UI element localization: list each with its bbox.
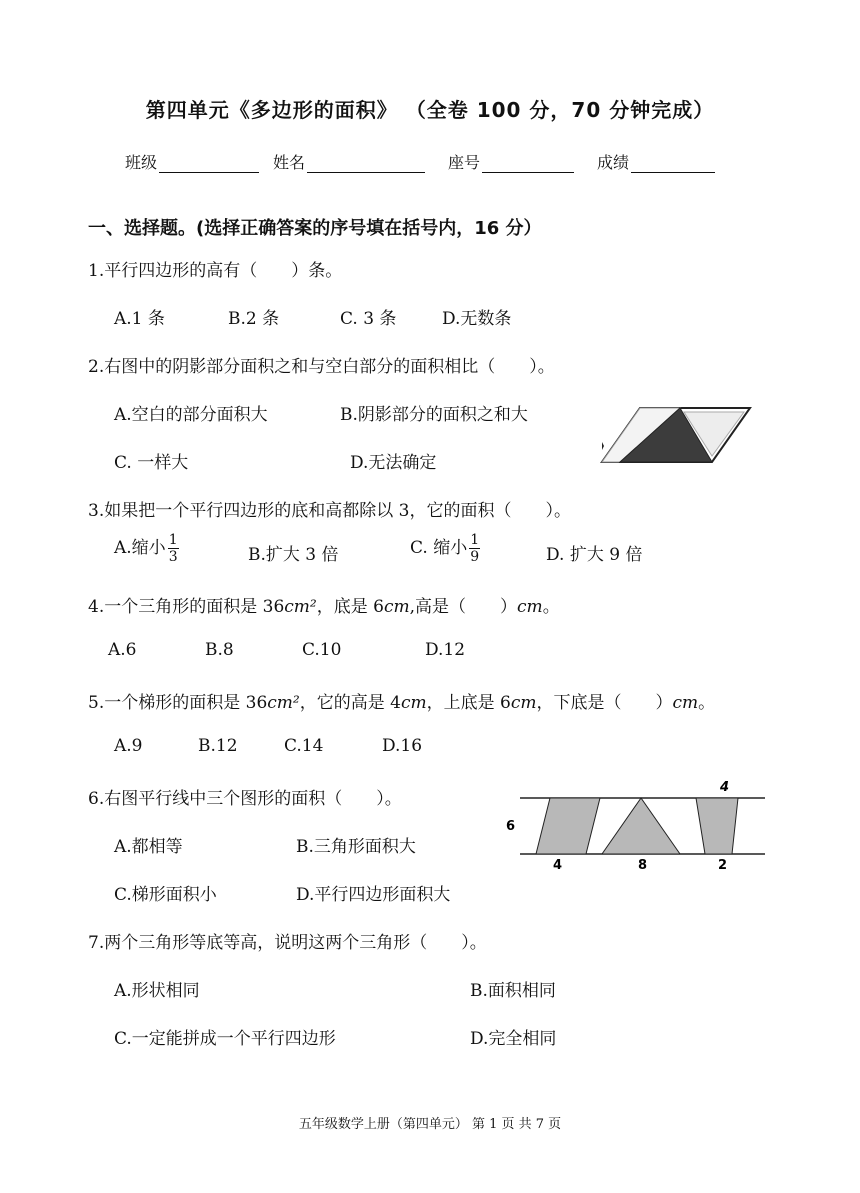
trapezoid-top-label: 4 bbox=[720, 780, 730, 795]
q4-option-c[interactable]: C.10 bbox=[302, 640, 342, 660]
unit-area: cm² bbox=[284, 597, 317, 617]
name-field bbox=[273, 150, 425, 173]
height-label: 6 bbox=[506, 819, 516, 834]
q5-option-c[interactable]: C.14 bbox=[284, 736, 324, 756]
q1-option-a[interactable]: A.1 条 bbox=[114, 309, 165, 329]
q6-option-a[interactable]: A.都相等 bbox=[114, 837, 183, 857]
seat-blank[interactable] bbox=[482, 154, 574, 173]
q5-text-2: ，它的高是 4 bbox=[299, 693, 401, 713]
question-4-stem bbox=[88, 592, 560, 617]
page-title: 第四单元《多边形的面积》 （全卷 100 分，70 分钟完成） bbox=[145, 98, 715, 122]
question-5-stem bbox=[88, 688, 715, 713]
unit-area: cm² bbox=[267, 693, 300, 713]
name-blank[interactable] bbox=[307, 154, 425, 173]
triangle-base-label: 8 bbox=[638, 858, 648, 873]
score-label: 成绩 bbox=[597, 153, 630, 172]
fraction-one-ninth bbox=[469, 532, 480, 565]
parallelogram-shape bbox=[536, 798, 600, 854]
unit-length: cm bbox=[672, 693, 699, 713]
mark-arrow bbox=[602, 442, 604, 450]
q6-option-d[interactable]: D.平行四边形面积大 bbox=[296, 885, 451, 905]
q3-option-c[interactable] bbox=[410, 532, 482, 565]
q1-option-d[interactable]: D.无数条 bbox=[442, 309, 512, 329]
q4-text-2: ，底是 6 bbox=[316, 597, 384, 617]
question-6-stem: 6.右图平行线中三个图形的面积（ ）。 bbox=[88, 789, 402, 809]
unit-length: cm bbox=[517, 597, 543, 617]
q1-option-b[interactable]: B.2 条 bbox=[228, 309, 280, 329]
q7-option-d[interactable]: D.完全相同 bbox=[470, 1029, 557, 1049]
unit-length: cm bbox=[400, 693, 427, 713]
q2-option-c[interactable]: C. 一样大 bbox=[114, 453, 189, 473]
fraction-one-third bbox=[168, 532, 179, 565]
parallel-lines-figure bbox=[500, 776, 775, 876]
q7-option-a[interactable]: A.形状相同 bbox=[114, 981, 200, 1001]
q4-text-1: 4.一个三角形的面积是 36 bbox=[88, 597, 285, 617]
q5-text-4: ，下底是（ ） bbox=[536, 693, 673, 713]
q1-option-c[interactable]: C. 3 条 bbox=[340, 309, 397, 329]
q4-text-4: 。 bbox=[542, 597, 560, 617]
q5-option-b[interactable]: B.12 bbox=[198, 736, 238, 756]
parallelogram-base-label: 4 bbox=[553, 858, 563, 873]
frac-denominator: 3 bbox=[168, 549, 178, 565]
class-blank[interactable] bbox=[159, 154, 259, 173]
score-blank[interactable] bbox=[631, 154, 715, 173]
q5-text-1: 5.一个梯形的面积是 36 bbox=[88, 693, 268, 713]
q5-option-a[interactable]: A.9 bbox=[114, 736, 143, 756]
question-2-stem: 2.右图中的阴影部分面积之和与空白部分的面积相比（ ）。 bbox=[88, 357, 555, 377]
q2-option-a[interactable]: A.空白的部分面积大 bbox=[114, 405, 268, 425]
q3-option-c-text: C. 缩小 bbox=[410, 538, 468, 558]
q2-option-b[interactable]: B.阴影部分的面积之和大 bbox=[340, 405, 528, 425]
q7-option-c[interactable]: C.一定能拼成一个平行四边形 bbox=[114, 1029, 336, 1049]
name-label: 姓名 bbox=[273, 153, 306, 172]
question-3-stem: 3.如果把一个平行四边形的底和高都除以 3，它的面积（ ）。 bbox=[88, 501, 571, 521]
q6-option-c[interactable]: C.梯形面积小 bbox=[114, 885, 217, 905]
q4-option-d[interactable]: D.12 bbox=[425, 640, 466, 660]
question-1-stem: 1.平行四边形的高有（ ）条。 bbox=[88, 261, 343, 281]
q3-option-d[interactable]: D. 扩大 9 倍 bbox=[546, 545, 643, 565]
class-field bbox=[125, 150, 259, 173]
frac-denominator: 9 bbox=[470, 549, 480, 565]
q7-option-b[interactable]: B.面积相同 bbox=[470, 981, 556, 1001]
q5-text-3: ，上底是 6 bbox=[426, 693, 511, 713]
seat-label: 座号 bbox=[448, 153, 481, 172]
class-label: 班级 bbox=[125, 153, 158, 172]
seat-field bbox=[448, 150, 574, 173]
q2-option-d[interactable]: D.无法确定 bbox=[350, 453, 437, 473]
q4-text-3: ,高是（ ） bbox=[409, 597, 518, 617]
question-7-stem: 7.两个三角形等底等高，说明这两个三角形（ ）。 bbox=[88, 933, 487, 953]
q3-option-b[interactable]: B.扩大 3 倍 bbox=[248, 545, 339, 565]
parallelogram-figure bbox=[600, 404, 755, 466]
score-field bbox=[597, 150, 715, 173]
q4-option-b[interactable]: B.8 bbox=[205, 640, 234, 660]
q3-option-a[interactable] bbox=[114, 532, 181, 565]
page-footer: 五年级数学上册（第四单元） 第 1 页 共 7 页 bbox=[298, 1117, 562, 1132]
q6-option-b[interactable]: B.三角形面积大 bbox=[296, 837, 416, 857]
q3-option-a-text: A.缩小 bbox=[114, 538, 166, 558]
unit-length: cm bbox=[510, 693, 537, 713]
section-heading: 一、选择题。(选择正确答案的序号填在括号内，16 分） bbox=[88, 218, 542, 239]
triangle-shape bbox=[602, 798, 680, 854]
q5-option-d[interactable]: D.16 bbox=[382, 736, 423, 756]
q4-option-a[interactable]: A.6 bbox=[108, 640, 137, 660]
frac-numerator: 1 bbox=[470, 532, 480, 548]
trapezoid-base-label: 2 bbox=[718, 858, 728, 873]
trapezoid-shape bbox=[696, 798, 738, 854]
unit-length: cm bbox=[383, 597, 410, 617]
q5-text-5: 。 bbox=[698, 693, 716, 713]
frac-numerator: 1 bbox=[168, 532, 178, 548]
